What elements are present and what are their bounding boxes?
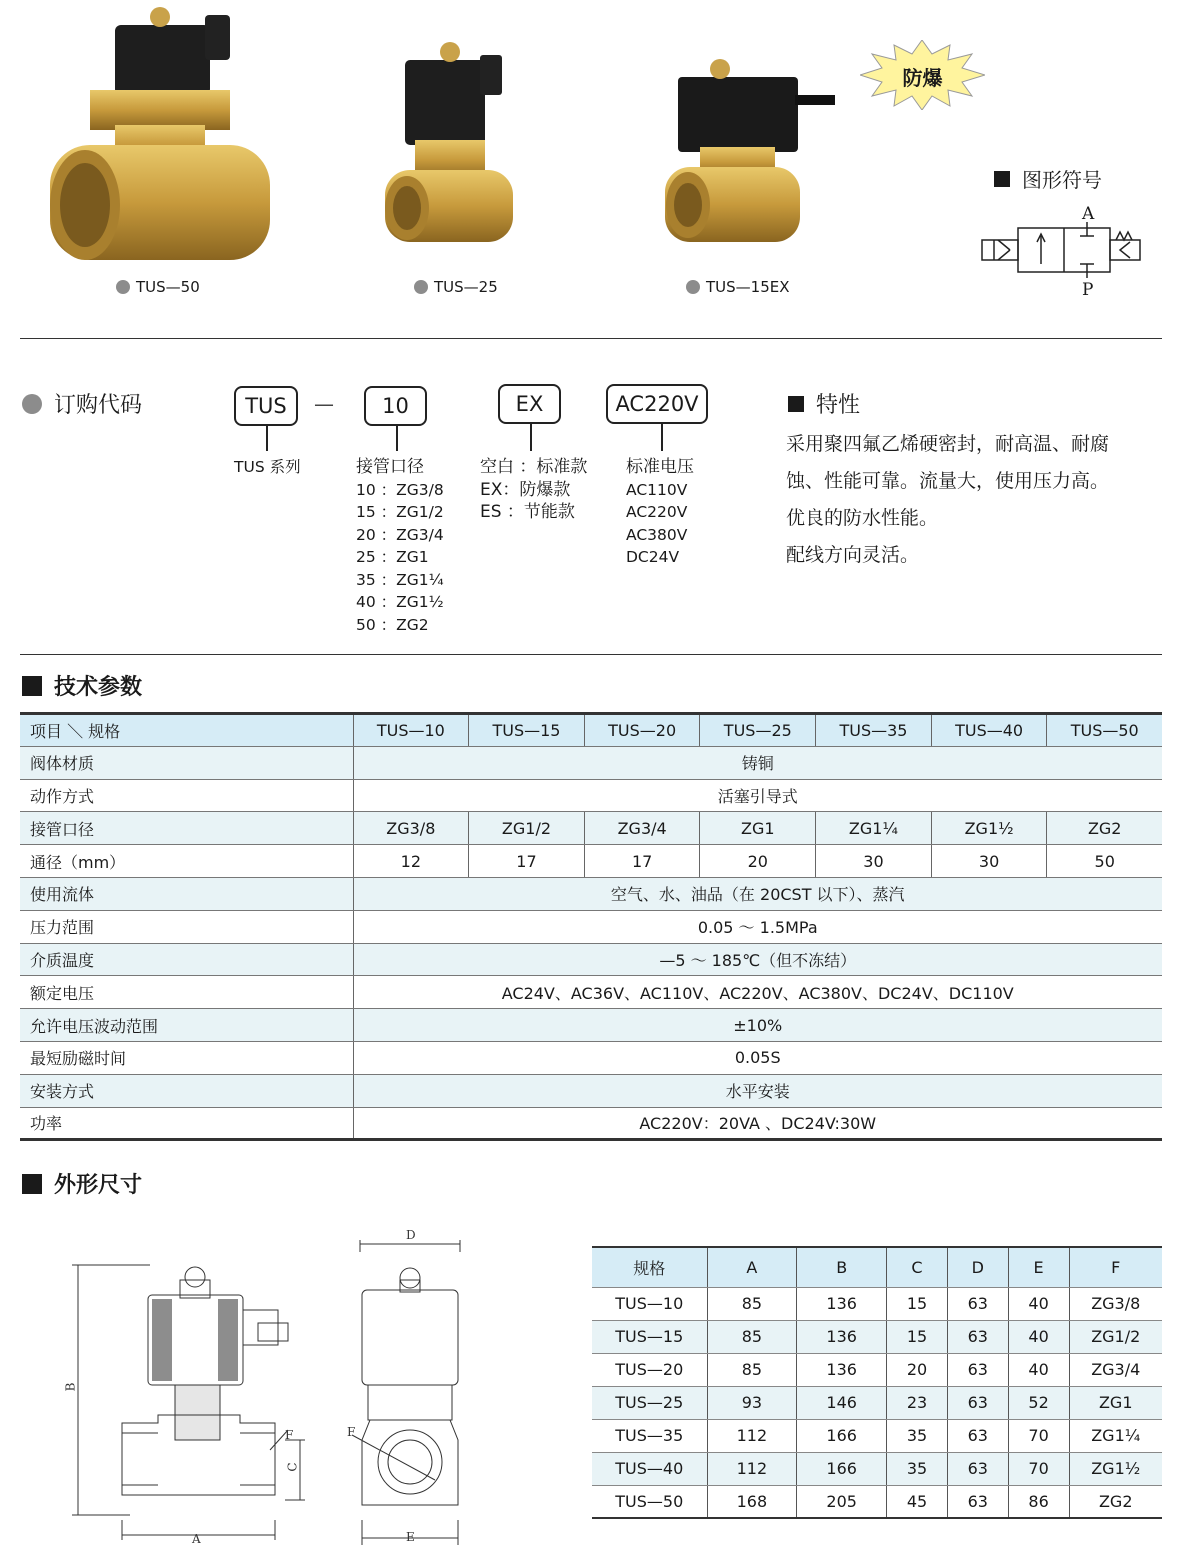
- square-bullet-icon: [788, 396, 804, 412]
- table-row: TUS—25 93 146 23 63 52 ZG1: [592, 1386, 1162, 1419]
- code-box-voltage: AC220V: [606, 384, 708, 424]
- product-caption-3: TUS—15EX: [686, 278, 790, 296]
- type-options: 空白 ：标准款 EX：防爆款 ES ：节能款: [480, 457, 588, 522]
- valve-symbol-diagram: [980, 222, 1145, 278]
- symbol-heading: 图形符号: [994, 164, 1102, 193]
- square-bullet-icon: [22, 1174, 42, 1194]
- drawing-label-f-side: F: [347, 1425, 356, 1439]
- bullet-dot-icon: [686, 280, 700, 294]
- bullet-dot-icon: [414, 280, 428, 294]
- table-row: 动作方式 活塞引导式: [20, 779, 1162, 812]
- dim-header-row: 规格 A B C D E F: [592, 1247, 1162, 1287]
- product-caption-1: TUS—50: [116, 278, 200, 296]
- table-row: TUS—40 112 166 35 63 70 ZG1½: [592, 1452, 1162, 1485]
- symbol-port-a: A: [1082, 204, 1095, 224]
- table-row: 接管口径 ZG3/8 ZG1/2 ZG3/4 ZG1 ZG1¼ ZG1½ ZG2: [20, 812, 1162, 845]
- table-row: 压力范围 0.05 ～ 1.5MPa: [20, 910, 1162, 943]
- bullet-dot-icon: [22, 394, 42, 414]
- code-dash: —: [314, 392, 334, 416]
- voltage-options: 标准电压 AC110V AC220V AC380V DC24V: [626, 457, 694, 566]
- table-row: TUS—15 85 136 15 63 40 ZG1/2: [592, 1320, 1162, 1353]
- symbol-port-p: P: [1082, 280, 1094, 300]
- table-row: 最短励磁时间 0.05S: [20, 1041, 1162, 1074]
- dimension-table: [592, 1246, 1162, 1519]
- dimension-drawing-front: [60, 1255, 310, 1545]
- table-row: TUS—10 85 136 15 63 40 ZG3/8: [592, 1287, 1162, 1320]
- table-row: 阀体材质 铸铜: [20, 746, 1162, 779]
- dimension-drawing-side: [340, 1240, 480, 1550]
- table-row: 功率 AC220V：20VA 、DC24V:30W: [20, 1107, 1162, 1140]
- table-row: TUS—50 168 205 45 63 86 ZG2: [592, 1485, 1162, 1518]
- square-bullet-icon: [22, 676, 42, 696]
- code-box-port: 10: [364, 386, 427, 426]
- bullet-dot-icon: [116, 280, 130, 294]
- product-caption-2: TUS—25: [414, 278, 498, 296]
- order-code-heading: 订购代码: [22, 388, 142, 419]
- table-row: TUS—35 112 166 35 63 70 ZG1¼: [592, 1419, 1162, 1452]
- drawing-label-d: D: [406, 1228, 416, 1242]
- port-options: 接管口径 10 ：ZG3/8 15 ：ZG1/2 20 ：ZG3/4 25 ：ZG1 35 ：ZG1¼ 40 ：ZG1½ 50 ：ZG2: [356, 457, 444, 634]
- product-image-tus-15ex: [660, 55, 840, 250]
- table-row: 使用流体 空气、水、油品（在 20CST 以下）、蒸汽: [20, 877, 1162, 910]
- table-row: TUS—20 85 136 20 63 40 ZG3/4: [592, 1353, 1162, 1386]
- code-box-type: EX: [498, 384, 561, 424]
- table-row: 允许电压波动范围 ±10%: [20, 1009, 1162, 1042]
- series-label: TUS 系列: [234, 458, 301, 476]
- table-row: 安装方式 水平安装: [20, 1074, 1162, 1107]
- product-image-tus-25: [380, 40, 520, 250]
- tech-heading: 技术参数: [22, 670, 142, 701]
- table-row: 介质温度 —5 ～ 185℃（但不冻结）: [20, 943, 1162, 976]
- drawing-label-e: E: [406, 1530, 415, 1544]
- features-heading: 特性: [788, 388, 860, 419]
- square-bullet-icon: [994, 171, 1010, 187]
- dims-heading: 外形尺寸: [22, 1168, 142, 1199]
- features-text: 采用聚四氟乙烯硬密封，耐高温、耐腐 蚀、性能可靠。流量大，使用压力高。 优良的防水性能。 配线方向灵活。: [786, 433, 1110, 566]
- tech-header-row: 项目 ＼ 规格 TUS—10 TUS—15 TUS—20 TUS—25 TUS—35 TUS—40 TUS—50: [20, 714, 1162, 747]
- badge-text: 防爆: [902, 66, 943, 90]
- table-row: 通径（mm） 12 17 17 20 30 30 50: [20, 845, 1162, 878]
- tech-table: [20, 712, 1162, 1141]
- drawing-label-f: F: [285, 1428, 294, 1442]
- table-row: 额定电压 AC24V、AC36V、AC110V、AC220V、AC380V、DC24V、DC110V: [20, 976, 1162, 1009]
- code-box-series: TUS: [234, 386, 298, 426]
- drawing-label-b: B: [63, 1382, 78, 1392]
- product-image-tus-50: [45, 5, 275, 270]
- drawing-label-c: C: [285, 1462, 300, 1472]
- drawing-label-a: A: [192, 1532, 201, 1546]
